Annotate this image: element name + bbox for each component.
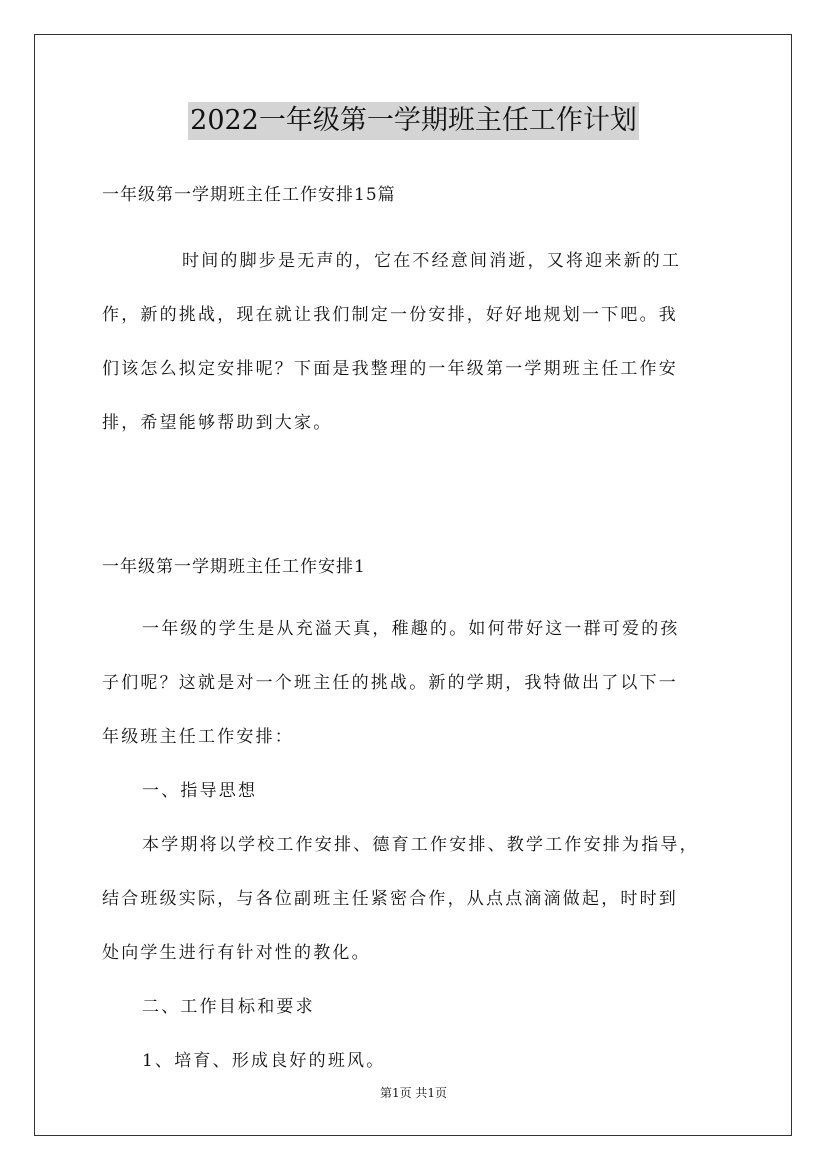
body-line: 一年级的学生是从充溢天真，稚趣的。如何带好这一群可爱的孩 <box>142 619 680 639</box>
body-paragraphs <box>102 602 730 1088</box>
intro-line: 时间的脚步是无声的，它在不经意间消逝，又将迎来新的工 <box>182 251 682 271</box>
document-body <box>102 176 730 1088</box>
body-line: 1、培育、形成良好的班风。 <box>142 1051 386 1071</box>
intro-line: 作，新的挑战，现在就让我们制定一份安排，好好地规划一下吧。我 <box>102 305 678 325</box>
body-line: 年级班主任工作安排： <box>102 727 294 747</box>
section-heading: 一年级第一学期班主任工作安排1 <box>102 557 366 577</box>
intro-paragraph <box>102 234 730 450</box>
document-title: 2022一年级第一学期班主任工作计划 <box>188 102 639 140</box>
title-container <box>0 102 827 140</box>
page-footer: 第1页 共1页 <box>379 1086 448 1100</box>
intro-line: 们该怎么拟定安排呢？下面是我整理的一年级第一学期班主任工作安 <box>102 359 678 379</box>
goals-heading: 二、工作目标和要求 <box>142 997 315 1017</box>
guiding-ideology-heading: 一、指导思想 <box>142 781 258 801</box>
document-subtitle: 一年级第一学期班主任工作安排15篇 <box>102 185 396 205</box>
body-line: 结合班级实际，与各位副班主任紧密合作，从点点滴滴做起，时时到 <box>102 889 678 909</box>
body-line: 本学期将以学校工作安排、德育工作安排、教学工作安排为指导， <box>142 835 699 855</box>
body-line: 子们呢？这就是对一个班主任的挑战。新的学期，我特做出了以下一 <box>102 673 678 693</box>
body-line: 处向学生进行有针对性的教化。 <box>102 943 371 963</box>
intro-line: 排，希望能够帮助到大家。 <box>102 413 333 433</box>
